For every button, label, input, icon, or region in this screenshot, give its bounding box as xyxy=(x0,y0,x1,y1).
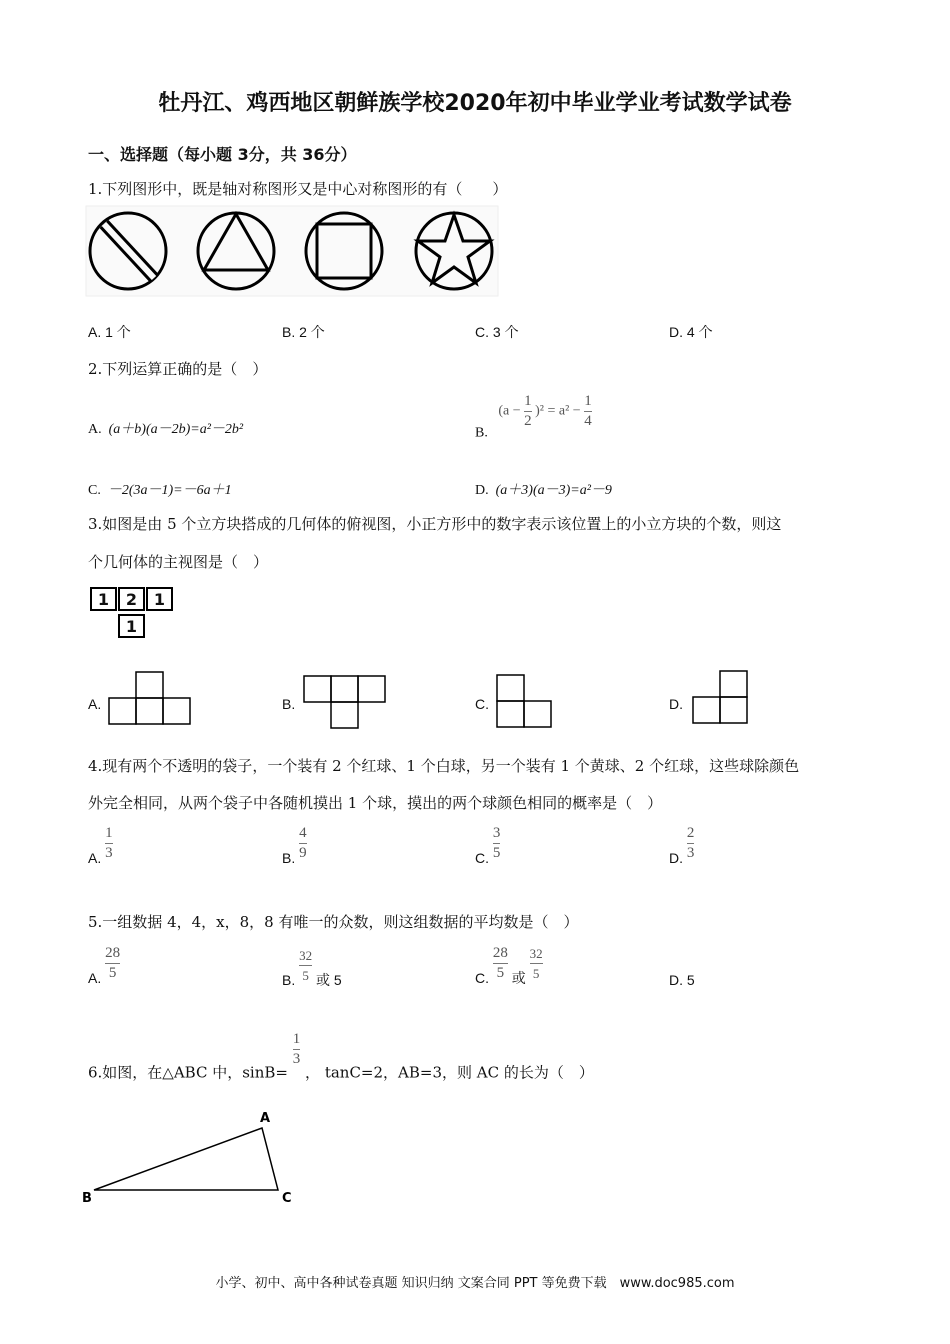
question-4-text-line1: 4.现有两个不透明的袋子，一个装有 2 个红球、1 个白球，另一个装有 1 个黄球、2 个红球，这些球除颜色 xyxy=(88,757,800,775)
q4-option-b-fraction: $\frac{4}{9}$ xyxy=(299,825,307,861)
q5-option-d: D. 5 xyxy=(669,972,695,988)
q3-option-c-figure xyxy=(496,674,554,728)
top-view-cell: 1 xyxy=(118,614,145,638)
q2-option-c xyxy=(88,479,232,499)
q2-b-mid: )² = a² − xyxy=(535,403,581,419)
q3-option-d-label: D. xyxy=(669,696,683,712)
q2-option-c-label: C. xyxy=(88,483,101,498)
q5-option-a: A. $\frac{28}{5}$ xyxy=(88,945,121,987)
q2-option-a xyxy=(88,418,243,438)
q2-option-c-expr: －2(3a－1)=－6a＋1 xyxy=(107,483,232,498)
page-title: 牡丹江、鸡西地区朝鲜族学校2020年初中毕业学业考试数学试卷 xyxy=(158,91,792,116)
q3-option-d-figure xyxy=(692,670,750,724)
q4-option-b: B. $\frac{4}{9}$ xyxy=(282,825,307,867)
q3-option-c-label: C. xyxy=(475,696,489,712)
question-1-text: 1.下列图形中，既是轴对称图形又是中心对称图形的有（ ） xyxy=(88,180,508,198)
q4-option-d: D. $\frac{2}{3}$ xyxy=(669,825,695,867)
q2-option-d-label: D. xyxy=(475,483,489,498)
q5-option-c-fraction-2: $\frac{32}{5}$ xyxy=(529,946,543,981)
top-view-cell: 1 xyxy=(90,587,117,611)
question-6-text: 6.如图，在△ABC 中，sinB= $\frac{1}{3}$ ， tanC=2，AB=3，则 AC 的长为（ ） xyxy=(88,1031,594,1082)
q2-b-fraction-1: $\frac{1}{2}$ xyxy=(524,393,532,429)
q5-option-c: C. $\frac{28}{5}$ 或 $\frac{32}{5}$ xyxy=(475,945,543,987)
question-1-figures xyxy=(86,206,500,298)
q2-b-fraction-2: $\frac{1}{4}$ xyxy=(584,393,592,429)
vertex-c-label: C xyxy=(282,1191,292,1206)
q4-option-d-fraction: $\frac{2}{3}$ xyxy=(686,825,695,861)
q1-option-a: A. 1 个 xyxy=(88,324,131,340)
top-view-cell: 1 xyxy=(146,587,173,611)
q3-option-b-label: B. xyxy=(282,696,296,712)
question-3-text-line1: 3.如图是由 5 个立方块搭成的几何体的俯视图，小正方形中的数字表示该位置上的小立方块的个数，则这 xyxy=(88,515,782,533)
q2-option-a-expr: (a＋b)(a－2b)=a²－2b² xyxy=(108,422,244,437)
q2-option-d-expr: (a＋3)(a－3)=a²－9 xyxy=(495,483,612,498)
q4-option-a-fraction: $\frac{1}{3}$ xyxy=(105,825,113,861)
page-footer: 小学、初中、高中各种试卷真题 知识归纳 文案合同 PPT 等免费下载 www.doc985.com xyxy=(215,1276,735,1291)
question-3-text-line2: 个几何体的主视图是（ ） xyxy=(88,553,269,571)
q1-option-d: D. 4 个 xyxy=(669,324,713,340)
q5-option-b-fraction: $\frac{32}{5}$ xyxy=(299,948,313,983)
triangle-abc-figure xyxy=(82,1106,297,1206)
q2-option-d xyxy=(475,479,612,499)
q5-option-a-fraction: $\frac{28}{5}$ xyxy=(105,945,121,981)
q4-option-a: A. $\frac{1}{3}$ xyxy=(88,825,113,867)
q3-option-a-figure xyxy=(108,671,193,725)
q2-option-b-label: B. xyxy=(475,425,488,441)
q4-option-c: C. $\frac{3}{5}$ xyxy=(475,825,501,867)
section-heading: 一、选择题（每小题 3分，共 36分） xyxy=(88,145,357,164)
q2-option-a-label: A. xyxy=(88,422,102,437)
vertex-a-label: A xyxy=(260,1111,271,1126)
q4-option-c-fraction: $\frac{3}{5}$ xyxy=(492,825,501,861)
q6-sinb-fraction: $\frac{1}{3}$ xyxy=(292,1031,301,1067)
q1-option-b: B. 2 个 xyxy=(282,324,325,340)
q2-option-b xyxy=(475,394,592,442)
q2-b-lhs: (a − xyxy=(498,403,521,419)
vertex-b-label: B xyxy=(82,1191,92,1206)
q3-option-b-figure xyxy=(303,675,388,729)
triangle-abc xyxy=(94,1128,278,1190)
q5-option-c-fraction-1: $\frac{28}{5}$ xyxy=(492,945,508,981)
question-4-text-line2: 外完全相同，从两个袋子中各随机摸出 1 个球，摸出的两个球颜色相同的概率是（ ） xyxy=(88,794,663,812)
q3-option-a-label: A. xyxy=(88,696,102,712)
q5-option-b: B. $\frac{32}{5}$ 或 5 xyxy=(282,948,342,989)
question-5-text: 5.一组数据 4，4，x，8，8 有唯一的众数，则这组数据的平均数是（ ） xyxy=(88,913,579,931)
question-2-text: 2.下列运算正确的是（ ） xyxy=(88,360,268,378)
top-view-cell: 2 xyxy=(118,587,145,611)
q1-option-c: C. 3 个 xyxy=(475,324,519,340)
